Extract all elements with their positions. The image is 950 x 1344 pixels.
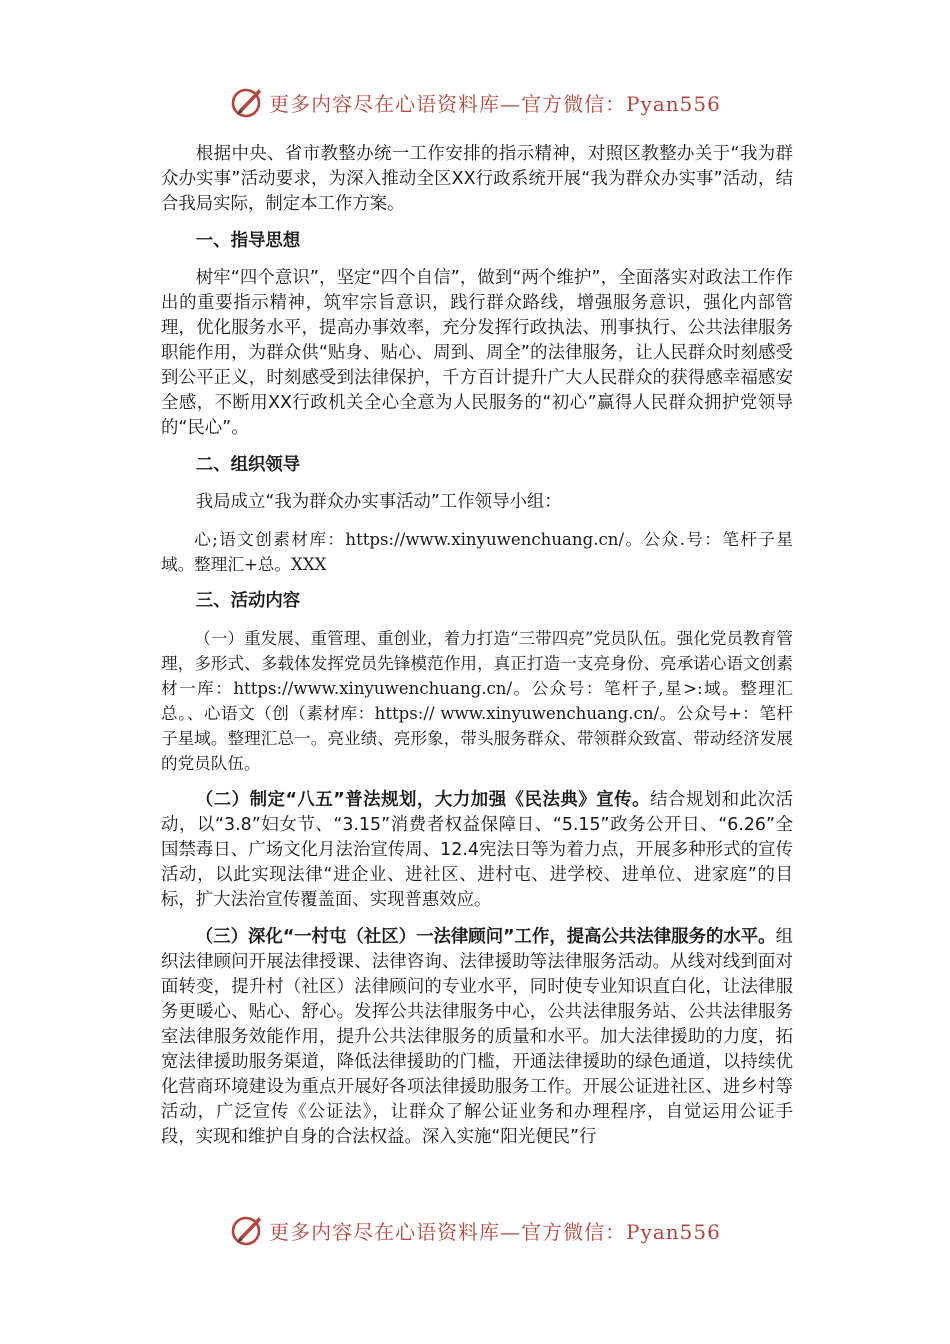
activity-item-3 bbox=[161, 925, 793, 1150]
org-note-paragraph: 心;语文创素材库：https://www.xinyuwenchuang.cn/。公众.号：笔杆子星域。整理汇+总。XXX bbox=[161, 530, 793, 574]
section-heading-activities: 三、活动内容 bbox=[195, 591, 301, 611]
document-body bbox=[161, 142, 793, 1162]
header-watermark bbox=[0, 82, 950, 122]
activity-item-2 bbox=[161, 788, 793, 913]
activity-item-2-title: （二）制定“八五”普法规划，大力加强《民法典》宣传。 bbox=[195, 790, 651, 810]
activity-item-3-title: （三）深化“一村屯（社区）一法律顾问”工作，提高公共法律服务的水平。 bbox=[195, 927, 776, 947]
activity-item-2-text: 结合规划和此次活动，以“3.8”妇女节、“3.15”消费者权益保障日、“5.15”政务公开日、“6.26”全国禁毒日、广场文化月法治宣传周、12.4宪法日等为着力点，开展多种形式的宣传活动，以此实现法律“进企业、进社区、进村屯、进学校、进单位、进家庭”的目标，扩大法治宣传覆盖面、实现普惠效应。 bbox=[161, 790, 793, 910]
org-paragraph: 我局成立“我为群众办实事活动”工作领导小组： bbox=[195, 492, 562, 512]
footer-watermark bbox=[0, 1210, 950, 1250]
activity-item-1: （一）重发展、重管理、重创业，着力打造“三带四亮”党员队伍。强化党员教育管理，多形式、多载体发挥党员先锋模范作用，真正打造一支亮身份、亮承诺心语文创素材一库：https://www.xinyuwenchuang.cn/。公众号：笔杆子,星>:域。整理汇总。、心语文（创（素材库：https:// www.xinyuwenchuang.cn/。公众号+：笔杆子星域。整理汇总一。亮业绩、亮形象，带头服务群众、带领群众致富、带动经济发展的党员队伍。 bbox=[161, 629, 793, 773]
activity-item-3-text: 组织法律顾问开展法律授课、法律咨询、法律援助等法律服务活动。从线对线到面对面转变，提升村（社区）法律顾问的专业水平，同时使专业知识直白化，让法律服务更暖心、贴心、舒心。发挥公共法律服务中心，公共法律服务站、公共法律服务室法律服务效能作用，提升公共法律服务的质量和水平。加大法律援助的力度，拓宽法律援助服务渠道，降低法律援助的门槛，开通法律援助的绿色通道，以持续优化营商环境建设为重点开展好各项法律援助服务工作。开展公证进社区、进乡村等活动，广泛宣传《公证法》，让群众了解公证业务和办理程序，自觉运用公证手段，实现和维护自身的合法权益。深入实施“阳光便民”行 bbox=[161, 927, 793, 1147]
quill-logo-icon bbox=[229, 1212, 265, 1248]
section-heading-org: 二、组织领导 bbox=[195, 455, 301, 475]
intro-paragraph: 根据中央、省市教整办统一工作安排的指示精神，对照区教整办关于“我为群众办实事”活动要求，为深入推动全区XX行政系统开展“我为群众办实事”活动，结合我局实际，制定本工作方案。 bbox=[161, 144, 793, 214]
watermark-text: 更多内容尽在心语资料库—官方微信：Pyan556 bbox=[269, 1219, 721, 1244]
quill-logo-icon bbox=[229, 84, 265, 120]
watermark-text: 更多内容尽在心语资料库—官方微信：Pyan556 bbox=[269, 91, 721, 116]
section-heading-guiding: 一、指导思想 bbox=[195, 231, 301, 251]
guiding-paragraph: 树牢“四个意识”，坚定“四个自信”，做到“两个维护”，全面落实对政法工作作出的重要指示精神，筑牢宗旨意识，践行群众路线，增强服务意识，强化内部管理，优化服务水平，提高办事效率，充分发挥行政执法、刑事执行、公共法律服务职能作用，为群众供“贴身、贴心、周到、周全”的法律服务，让人民群众时刻感受到公平正义，时刻感受到法律保护，千方百计提升广大人民群众的获得感幸福感安全感，不断用XX行政机关全心全意为人民服务的“初心”赢得人民群众拥护党领导的“民心”。 bbox=[161, 268, 793, 438]
